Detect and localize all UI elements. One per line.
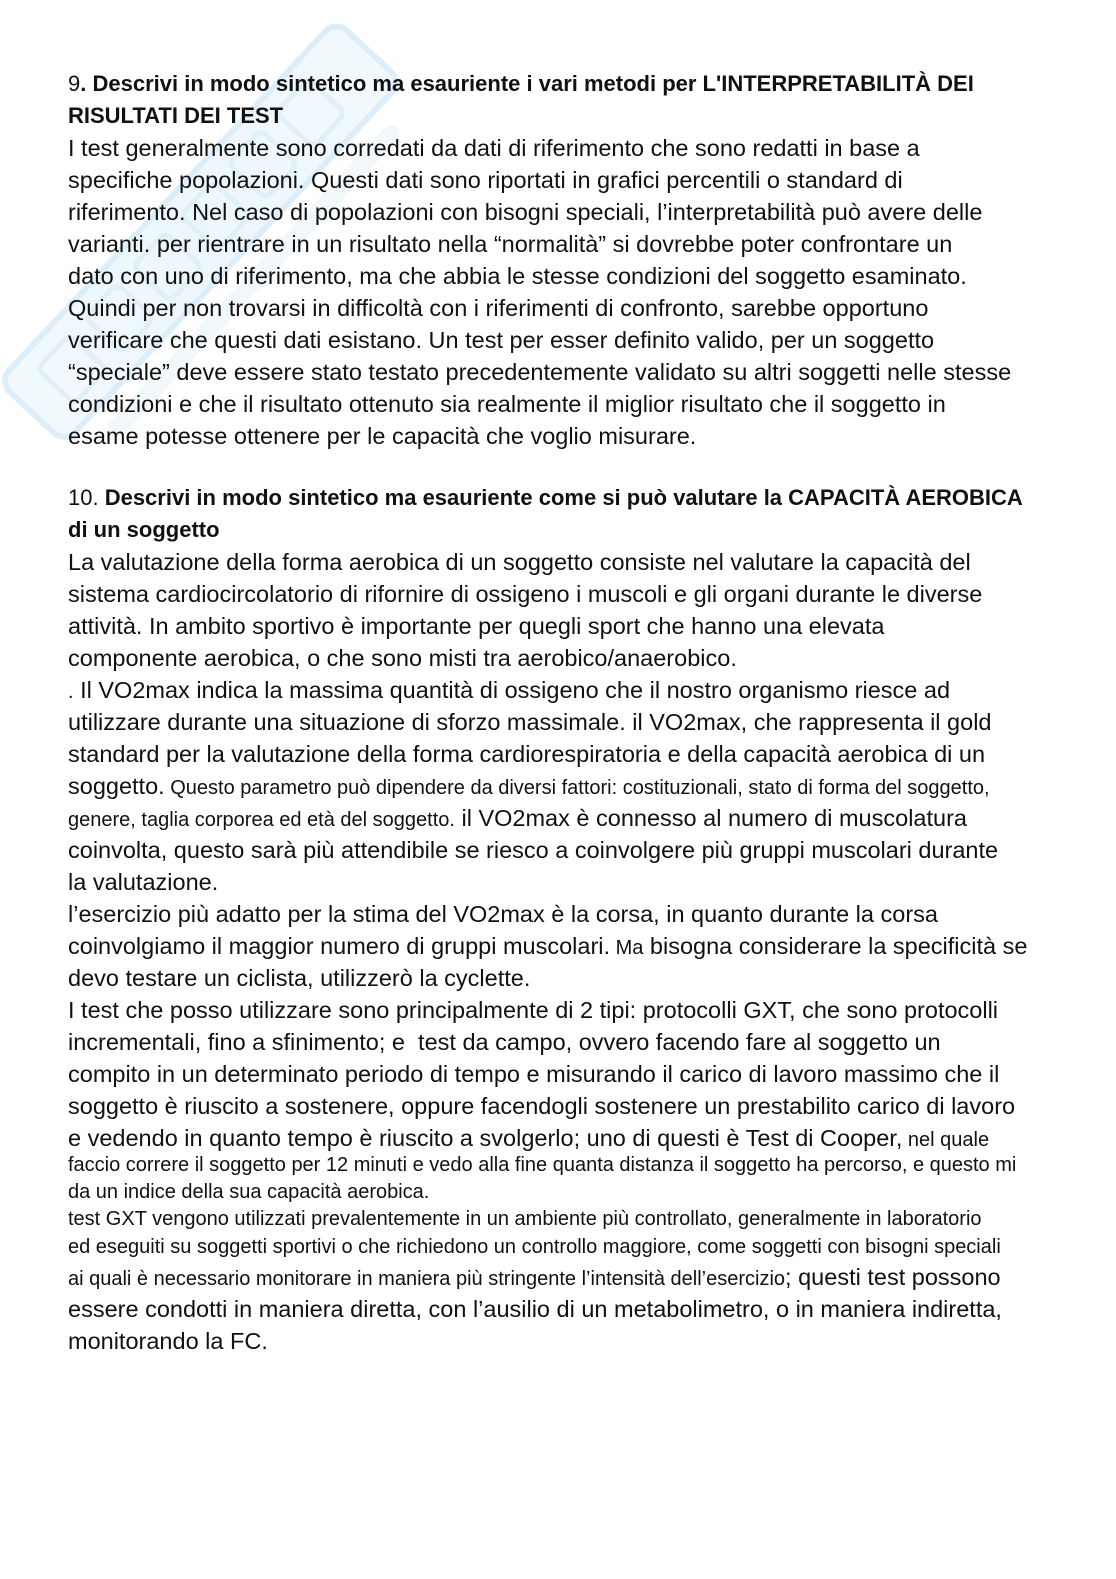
small-text-segment: Ma — [610, 937, 644, 959]
question-10-body-line: utilizzare durante una situazione di sforzo massimale. il VO2max, che rappresenta il gold — [68, 709, 992, 735]
text-segment: bisogna considerare la specificità se — [643, 933, 1028, 959]
question-10-body-line: essere condotti in maniera diretta, con l’ausilio di un metabolimetro, o in maniera indiretta, — [68, 1296, 1002, 1322]
question-9-body-line: Quindi per non trovarsi in difficoltà con i riferimenti di confronto, sarebbe opportuno — [68, 295, 929, 321]
question-10-body-line: La valutazione della forma aerobica di un soggetto consiste nel valutare la capacità del — [68, 549, 971, 575]
question-9-heading-line-2: RISULTATI DEI TEST — [68, 103, 284, 128]
question-10-body-line — [68, 770, 990, 802]
small-text-segment: nel quale — [902, 1129, 990, 1151]
question-9-title: . Descrivi in modo sintetico ma esauriente i vari metodi per L'INTERPRETABILITÀ DEI — [80, 71, 974, 96]
question-10-body-line — [68, 802, 967, 834]
small-text-segment: Questo parametro può dipendere da diversi fattori: costituzionali, stato di forma del soggetto, — [164, 777, 990, 799]
small-text-segment: genere, taglia corporea ed età del soggetto. — [68, 809, 455, 831]
question-9-heading-line-1 — [68, 68, 974, 100]
question-9-body-line: esame potesse ottenere per le capacità che voglio misurare. — [68, 423, 697, 449]
question-10-body-line: componente aerobica, o che sono misti tra aerobico/anaerobico. — [68, 645, 737, 671]
question-10-title: Descrivi in modo sintetico ma esauriente come si può valutare la CAPACITÀ AEROBICA — [104, 485, 1023, 510]
question-9-number: 9 — [68, 71, 81, 96]
question-9-body-line: I test generalmente sono corredati da dati di riferimento che sono redatti in base a — [68, 135, 920, 161]
small-text-segment: . — [68, 681, 74, 703]
question-10-body-line: coinvolta, questo sarà più attendibile se riesco a coinvolgere più gruppi muscolari durante — [68, 837, 999, 863]
question-9-body-line: dato con uno di riferimento, ma che abbia le stesse condizioni del soggetto esaminato. — [68, 263, 967, 289]
question-10-body-line-small: faccio correre il soggetto per 12 minuti e vedo alla fine quanta distanza il soggetto ha percorso, e questo mi — [68, 1154, 1017, 1176]
question-9-body-line: riferimento. Nel caso di popolazioni con bisogni speciali, l’interpretabilità può avere delle — [68, 199, 983, 225]
question-10-heading-line-1 — [68, 482, 1023, 514]
question-10-body-line-small: da un indice della sua capacità aerobica. — [68, 1181, 430, 1203]
text-segment: e vedendo in quanto tempo è riuscito a svolgerlo; uno di questi è Test di Cooper, — [68, 1125, 903, 1151]
question-10-heading-line-2: di un soggetto — [68, 517, 220, 542]
question-10-body-line: standard per la valutazione della forma cardiorespiratoria e della capacità aerobica di un — [68, 741, 986, 767]
text-segment: Il VO2max indica la massima quantità di ossigeno che il nostro organismo riesce ad — [73, 677, 951, 703]
question-10-body-line: devo testare un ciclista, utilizzerò la cyclette. — [68, 965, 531, 991]
question-10-body-line — [68, 1261, 1001, 1293]
question-9-body-line: “speciale” deve essere stato testato precedentemente validato su altri soggetti nelle stesse — [68, 359, 1012, 385]
question-10-body-line: sistema cardiocircolatorio di rifornire di ossigeno i muscoli e gli organi durante le diverse — [68, 581, 983, 607]
text-segment: ; questi test possono — [785, 1264, 1001, 1290]
question-10-body-line: compito in un determinato periodo di tempo e misurando il carico di lavoro massimo che il — [68, 1061, 1000, 1087]
question-10-body-line-small: ed eseguiti su soggetti sportivi o che richiedono un controllo maggiore, come soggetti con bisogni speciali — [68, 1236, 1001, 1258]
small-text-segment: ai quali è necessario monitorare in maniera più stringente l’intensità dell’esercizio — [68, 1268, 786, 1290]
question-10-body-line: l’esercizio più adatto per la stima del VO2max è la corsa, in quanto durante la corsa — [68, 901, 938, 927]
question-10-body-line — [68, 930, 1027, 962]
question-10-body-line-small: test GXT vengono utilizzati prevalentemente in un ambiente più controllato, generalmente in laboratorio — [68, 1208, 982, 1230]
text-segment: coinvolgiamo il maggior numero di gruppi muscolari. — [68, 933, 611, 959]
question-10-body-line: la valutazione. — [68, 869, 219, 895]
question-10-number: 10. — [68, 485, 105, 510]
question-10-body-line: incrementali, fino a sfinimento; e test da campo, ovvero facendo fare al soggetto un — [68, 1029, 941, 1055]
question-10-body-line: soggetto è riuscito a sostenere, oppure facendogli sostenere un prestabilito carico di lavoro — [68, 1093, 1016, 1119]
question-10-body-line: monitorando la FC. — [68, 1328, 268, 1354]
question-10-body-line: attività. In ambito sportivo è importante per quegli sport che hanno una elevata — [68, 613, 885, 639]
text-segment: soggetto. — [68, 773, 165, 799]
text-segment: il VO2max è connesso al numero di muscolatura — [454, 805, 967, 831]
question-9-body-line: verificare che questi dati esistano. Un test per esser definito valido, per un soggetto — [68, 327, 935, 353]
question-9-body-line: varianti. per rientrare in un risultato nella “normalità” si dovrebbe poter confrontare un — [68, 231, 953, 257]
question-10-body-line — [68, 674, 950, 706]
question-9-body-line: condizioni e che il risultato ottenuto sia realmente il miglior risultato che il soggetto in — [68, 391, 946, 417]
question-10-body-line: I test che posso utilizzare sono principalmente di 2 tipi: protocolli GXT, che sono protocolli — [68, 997, 999, 1023]
question-9-body-line: specifiche popolazioni. Questi dati sono riportati in grafici percentili o standard di — [68, 167, 903, 193]
